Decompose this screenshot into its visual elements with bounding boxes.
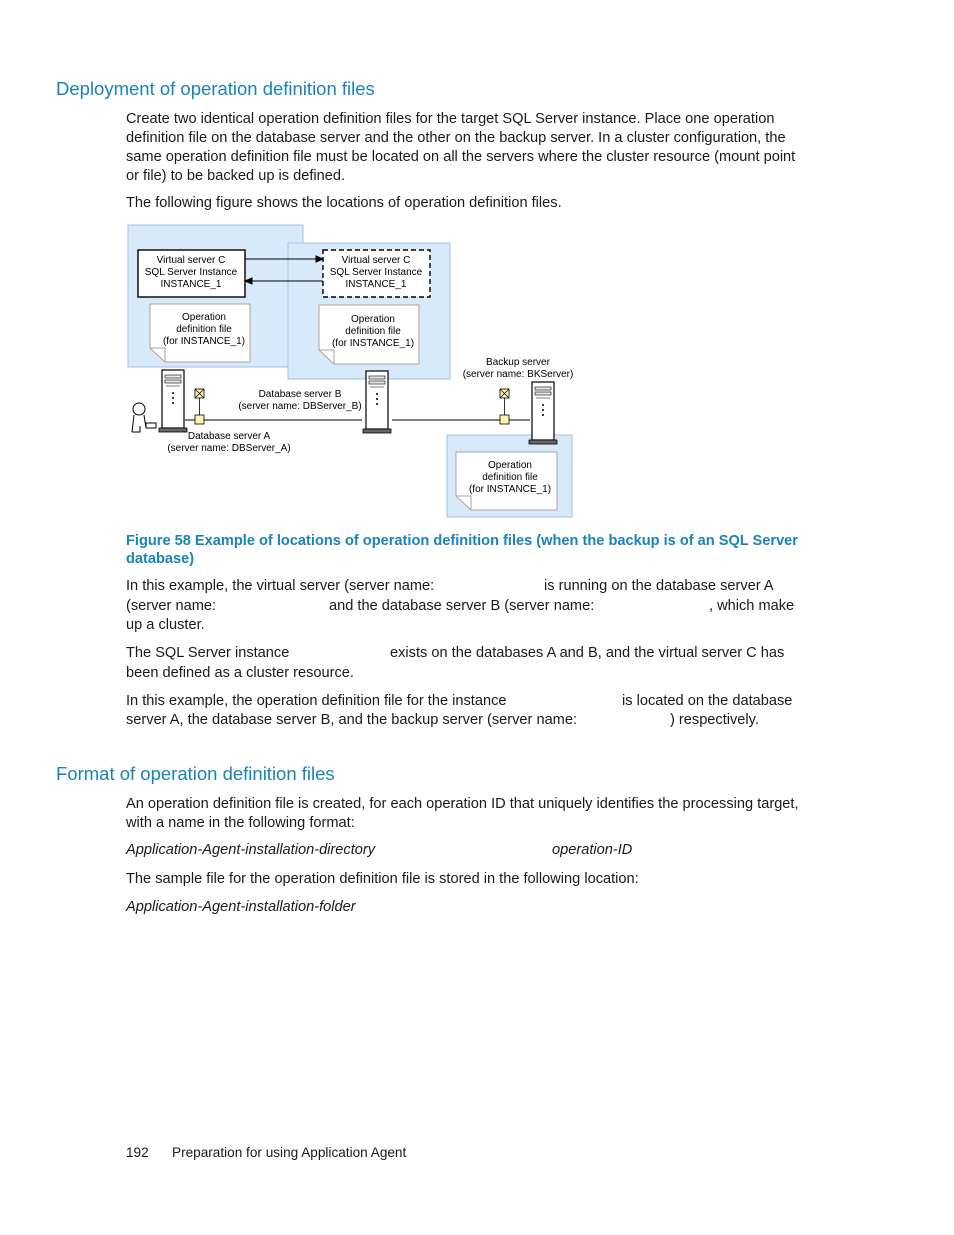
db-server-a-label-2: (server name: DBServer_A) [167, 443, 291, 454]
vs-right-line-1: Virtual server C [341, 255, 411, 266]
operation-definition-files-diagram [125, 222, 577, 522]
db-server-b-label-2: (server name: DBServer_B) [238, 401, 362, 412]
vs-left-line-2: SQL Server Instance [144, 267, 238, 278]
backup-server-icon [529, 382, 557, 444]
example-line-5: been defined as a cluster resource. [126, 665, 354, 681]
backup-server-label-1: Backup server [486, 357, 550, 368]
file-c-line-3: (for INSTANCE_1) [468, 484, 552, 495]
figure-caption: Figure 58 Example of locations of operation definition files (when the backup is of an SQL Server database) [126, 533, 798, 567]
example-line-2c: , which make [709, 598, 795, 614]
figure-intro-paragraph: The following figure shows the locations of operation definition files. [126, 195, 562, 211]
deployment-paragraph: Create two identical operation definition files for the target SQL Server instance. Place one operation definition file on the database server and the other on the backup server. In a cluster configuration, the same operation definition file must be located on all the servers where the cluster resource (mount point or file) to be backed up is defined. [126, 111, 796, 184]
file-b-line-2: definition file [345, 326, 401, 337]
example-line-3: up a cluster. [126, 617, 205, 633]
db-server-b-label-1: Database server B [258, 389, 342, 400]
file-a-line-1: Operation [182, 312, 226, 323]
example-line-7a: server A, the database server B, and the backup server (server name: [126, 712, 578, 728]
file-c-line-1: Operation [488, 460, 532, 471]
example-line-1a: In this example, the virtual server (server name: [126, 578, 435, 594]
file-c-line-2: definition file [482, 472, 538, 483]
file-a-line-3: (for INSTANCE_1) [162, 336, 246, 347]
file-b-line-3: (for INSTANCE_1) [331, 338, 415, 349]
format-paragraph: An operation definition file is created, for each operation ID that uniquely identifies the processing target, with a name in the following format: [126, 796, 799, 831]
example-line-6b: is located on the database [622, 693, 793, 709]
database-server-a-icon [159, 370, 187, 432]
database-server-b-icon [363, 371, 391, 433]
backup-server-label-2: (server name: BKServer) [462, 369, 574, 380]
definition-file-c [456, 452, 557, 510]
db-server-a-label-1: Database server A [187, 431, 271, 442]
user-icon [132, 403, 156, 432]
example-line-4b: exists on the databases A and B, and the virtual server C has [390, 645, 785, 661]
vs-left-line-3: INSTANCE_1 [160, 279, 222, 290]
page-number: 192 [126, 1145, 149, 1160]
file-a-line-2: definition file [176, 324, 232, 335]
section-heading-format: Format of operation definition files [56, 763, 335, 784]
path-install-directory: Application-Agent-installation-directory [126, 842, 376, 858]
example-line-6a: In this example, the operation definition file for the instance [126, 693, 507, 709]
path-install-folder: Application-Agent-installation-folder [126, 899, 356, 915]
path-operation-id: operation-ID [552, 842, 633, 858]
vs-right-line-2: SQL Server Instance [329, 267, 423, 278]
virtual-server-box-right [323, 250, 430, 297]
footer-title: Preparation for using Application Agent [172, 1145, 407, 1160]
vs-left-line-1: Virtual server C [156, 255, 226, 266]
vs-right-line-3: INSTANCE_1 [345, 279, 407, 290]
example-line-1b: is running on the database server A [544, 578, 774, 594]
example-line-4a: The SQL Server instance [126, 645, 290, 661]
example-line-7b: ) respectively. [670, 712, 759, 728]
sample-location-paragraph: The sample file for the operation definition file is stored in the following location: [126, 871, 639, 887]
definition-file-a [150, 304, 250, 362]
example-line-2a: (server name: [126, 598, 217, 614]
section-heading-deployment: Deployment of operation definition files [56, 78, 375, 99]
example-line-2b: and the database server B (server name: [329, 598, 595, 614]
definition-file-b [319, 305, 419, 364]
file-b-line-1: Operation [351, 314, 395, 325]
virtual-server-box-left [138, 250, 245, 297]
